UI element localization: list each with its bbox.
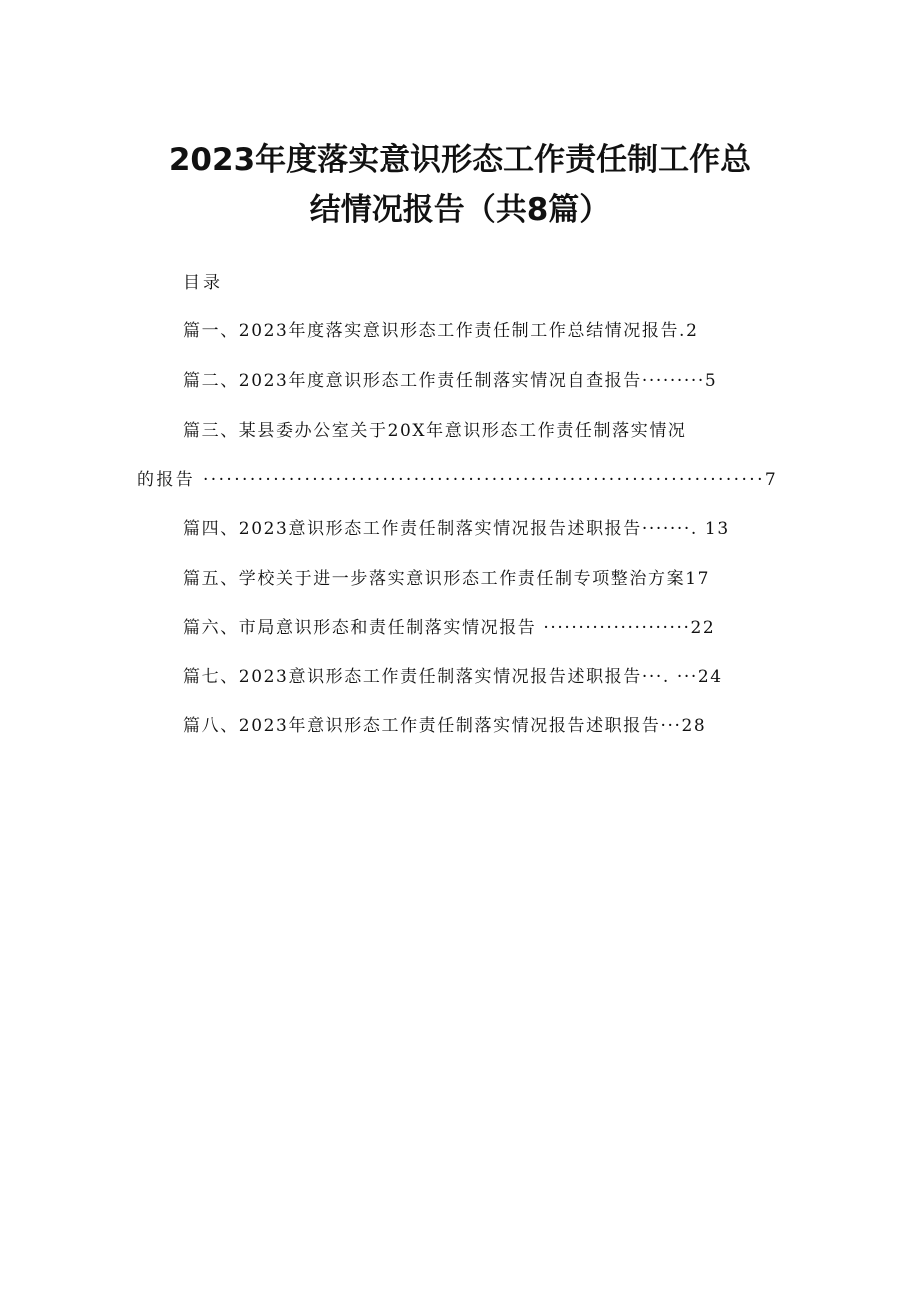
- toc-entry-8[interactable]: 篇八、2023年意识形态工作责任制落实情况报告述职报告···28: [183, 716, 707, 736]
- toc-entry-4[interactable]: 篇四、2023意识形态工作责任制落实情况报告述职报告·······. 13: [183, 519, 730, 539]
- toc-entry-2[interactable]: 篇二、2023年度意识形态工作责任制落实情况自查报告·········5: [183, 371, 718, 391]
- document-title-line-1: 2023年度落实意识形态工作责任制工作总: [168, 142, 752, 178]
- document-title-line-2: 结情况报告（共8篇）: [309, 192, 611, 228]
- toc-heading: 目录: [183, 273, 223, 293]
- toc-entry-1[interactable]: 篇一、2023年度落实意识形态工作责任制工作总结情况报告.2: [183, 321, 699, 341]
- toc-entry-3-line-2[interactable]: 的报告 ········································································7: [137, 470, 779, 490]
- toc-entry-5[interactable]: 篇五、学校关于进一步落实意识形态工作责任制专项整治方案17: [183, 569, 711, 589]
- toc-entry-7[interactable]: 篇七、2023意识形态工作责任制落实情况报告述职报告···. ···24: [183, 667, 723, 687]
- toc-entry-3-line-1[interactable]: 篇三、某县委办公室关于20X年意识形态工作责任制落实情况: [183, 421, 687, 441]
- toc-entry-6[interactable]: 篇六、市局意识形态和责任制落实情况报告 ·····················22: [183, 618, 716, 638]
